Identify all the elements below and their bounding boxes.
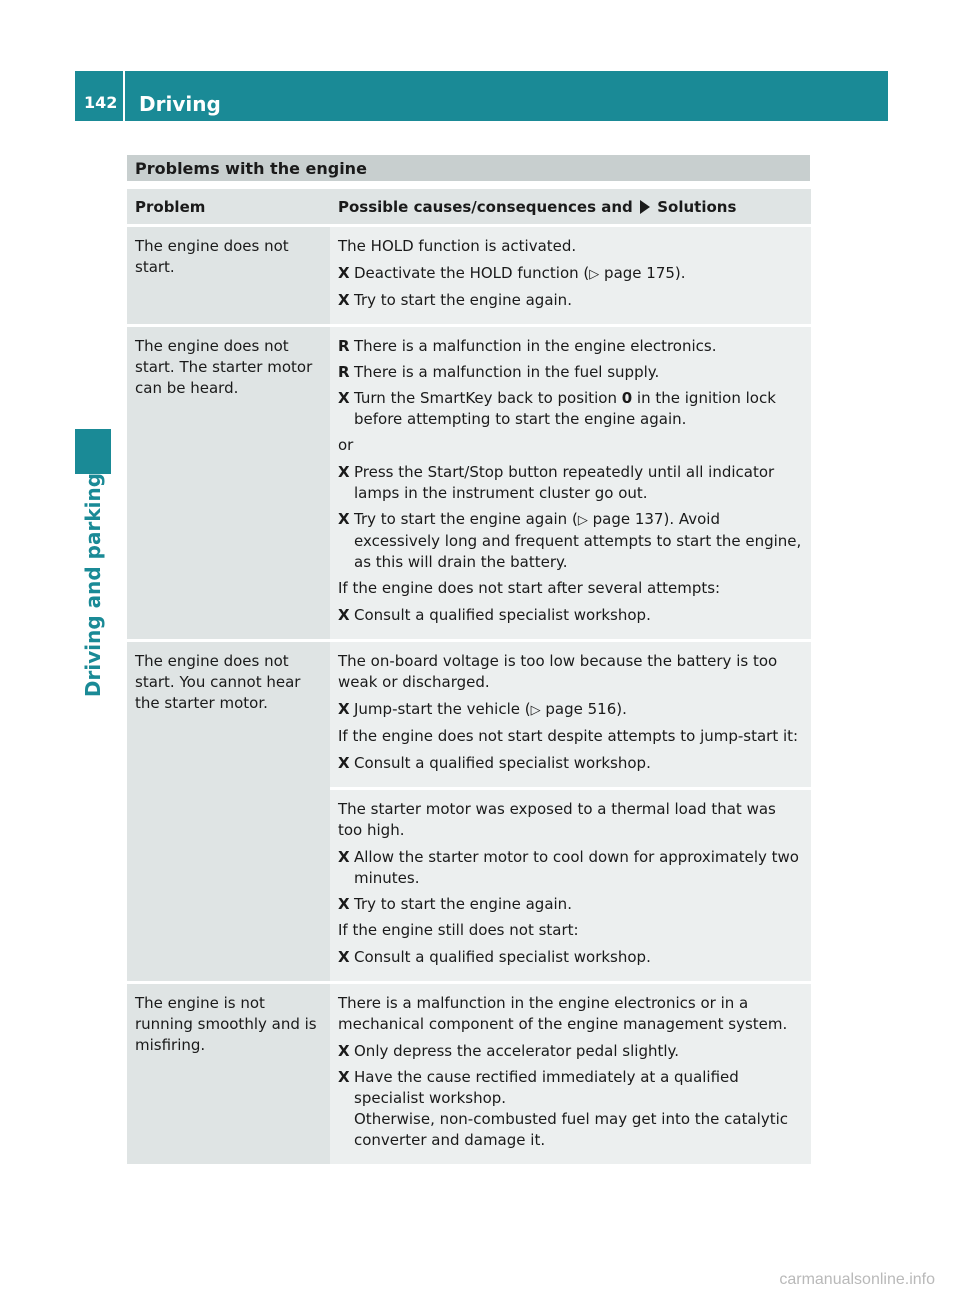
step-item	[338, 388, 803, 430]
table-row	[127, 327, 811, 639]
step-item	[338, 894, 803, 915]
position-value: 0	[621, 389, 633, 407]
step-marker: X	[338, 389, 350, 407]
note-text: If the engine does not start despite attempts to jump-start it:	[338, 727, 799, 745]
step-text: Turn the SmartKey back to position	[354, 389, 622, 407]
page-ref-icon: ▷	[530, 703, 541, 718]
step-text: Try to start the engine again.	[354, 291, 572, 309]
table-row	[127, 227, 811, 324]
page-ref-icon: ▷	[577, 513, 588, 528]
section-title: Driving	[139, 92, 221, 116]
step-text: Try to start the engine again.	[354, 895, 572, 913]
column-header-solutions	[330, 189, 811, 224]
table-header-row	[127, 189, 811, 224]
bullet-marker: R	[338, 363, 350, 381]
arrow-right-icon	[640, 200, 650, 214]
step-text: Jump-start the vehicle (	[354, 700, 531, 718]
step-text: Have the cause rectified immediately at a qualified specialist workshop.	[354, 1068, 739, 1107]
step-item	[338, 753, 803, 774]
step-text: Allow the starter motor to cool down for approximately two minutes.	[354, 848, 799, 887]
step-item	[338, 462, 803, 504]
chapter-tab-marker	[75, 429, 111, 474]
step-marker: X	[338, 510, 350, 528]
solution-cell	[330, 790, 811, 981]
step-item	[338, 847, 803, 889]
cause-text: The starter motor was exposed to a thermal load that was too high.	[338, 800, 776, 839]
step-item	[338, 1041, 803, 1062]
bullet-item	[338, 336, 803, 357]
step-text: Consult a qualified specialist workshop.	[354, 606, 651, 624]
note-text: If the engine does not start after several attempts:	[338, 579, 721, 597]
or-text: or	[338, 436, 354, 454]
solution-cell	[330, 642, 811, 787]
bullet-text: There is a malfunction in the fuel supply.	[354, 363, 660, 381]
problems-table	[127, 186, 811, 1167]
watermark: carmanualsonline.info	[779, 1271, 935, 1288]
step-extra-text: Otherwise, non-combusted fuel may get into the catalytic converter and damage it.	[354, 1110, 789, 1149]
step-text: Try to start the engine again (	[354, 510, 578, 528]
page-ref-link[interactable]: page 516).	[545, 700, 627, 718]
problem-cell: The engine does not start. You cannot hear the starter motor.	[127, 642, 330, 981]
step-text: Press the Start/Stop button repeatedly until all indicator lamps in the instrument cluster go out.	[354, 463, 775, 502]
cause-text: There is a malfunction in the engine electronics or in a mechanical component of the engine management system.	[338, 994, 788, 1033]
problem-cell: The engine is not running smoothly and is misfiring.	[127, 984, 330, 1164]
table-row	[127, 984, 811, 1164]
step-text: in the ignition lock before attempting to start the engine again.	[354, 389, 776, 428]
step-item	[338, 947, 803, 968]
step-text: Consult a qualified specialist workshop.	[354, 948, 651, 966]
bullet-marker: R	[338, 337, 350, 355]
step-item	[338, 1067, 803, 1151]
step-marker: X	[338, 948, 350, 966]
step-item	[338, 290, 803, 311]
bullet-text: There is a malfunction in the engine electronics.	[354, 337, 717, 355]
step-text: Only depress the accelerator pedal slightly.	[354, 1042, 680, 1060]
column-header-solutions-post: Solutions	[657, 198, 737, 216]
step-text: Deactivate the HOLD function (	[354, 264, 590, 282]
step-marker: X	[338, 754, 350, 772]
page-ref-link[interactable]: page 137). Avoid excessively long and frequent attempts to start the engine, as this will drain the battery.	[354, 510, 802, 571]
note-text: If the engine still does not start:	[338, 921, 579, 939]
column-header-solutions-pre: Possible causes/consequences and	[338, 198, 633, 216]
step-marker: X	[338, 463, 350, 481]
cause-text: The on-board voltage is too low because the battery is too weak or discharged.	[338, 652, 778, 691]
step-marker: X	[338, 1068, 350, 1086]
column-header-problem: Problem	[127, 189, 330, 224]
step-marker: X	[338, 264, 350, 282]
table-title: Problems with the engine	[127, 155, 810, 181]
step-marker: X	[338, 606, 350, 624]
solution-cell	[330, 327, 811, 639]
step-marker: X	[338, 291, 350, 309]
step-marker: X	[338, 700, 350, 718]
bullet-item	[338, 362, 803, 383]
step-marker: X	[338, 1042, 350, 1060]
page-ref-icon: ▷	[589, 267, 600, 282]
step-marker: X	[338, 895, 350, 913]
page-number: 142	[75, 71, 125, 121]
step-item	[338, 605, 803, 626]
step-item	[338, 699, 803, 721]
table-row	[127, 642, 811, 787]
page-ref-link[interactable]: page 175).	[604, 264, 686, 282]
step-marker: X	[338, 848, 350, 866]
solution-cell	[330, 984, 811, 1164]
solution-cell	[330, 227, 811, 324]
problem-cell: The engine does not start. The starter motor can be heard.	[127, 327, 330, 639]
step-item	[338, 509, 803, 573]
step-text: Consult a qualified specialist workshop.	[354, 754, 651, 772]
page-header	[75, 71, 888, 121]
chapter-label-text: Driving and parking	[81, 472, 105, 698]
problem-cell: The engine does not start.	[127, 227, 330, 324]
step-item	[338, 263, 803, 285]
cause-text: The HOLD function is activated.	[338, 237, 577, 255]
